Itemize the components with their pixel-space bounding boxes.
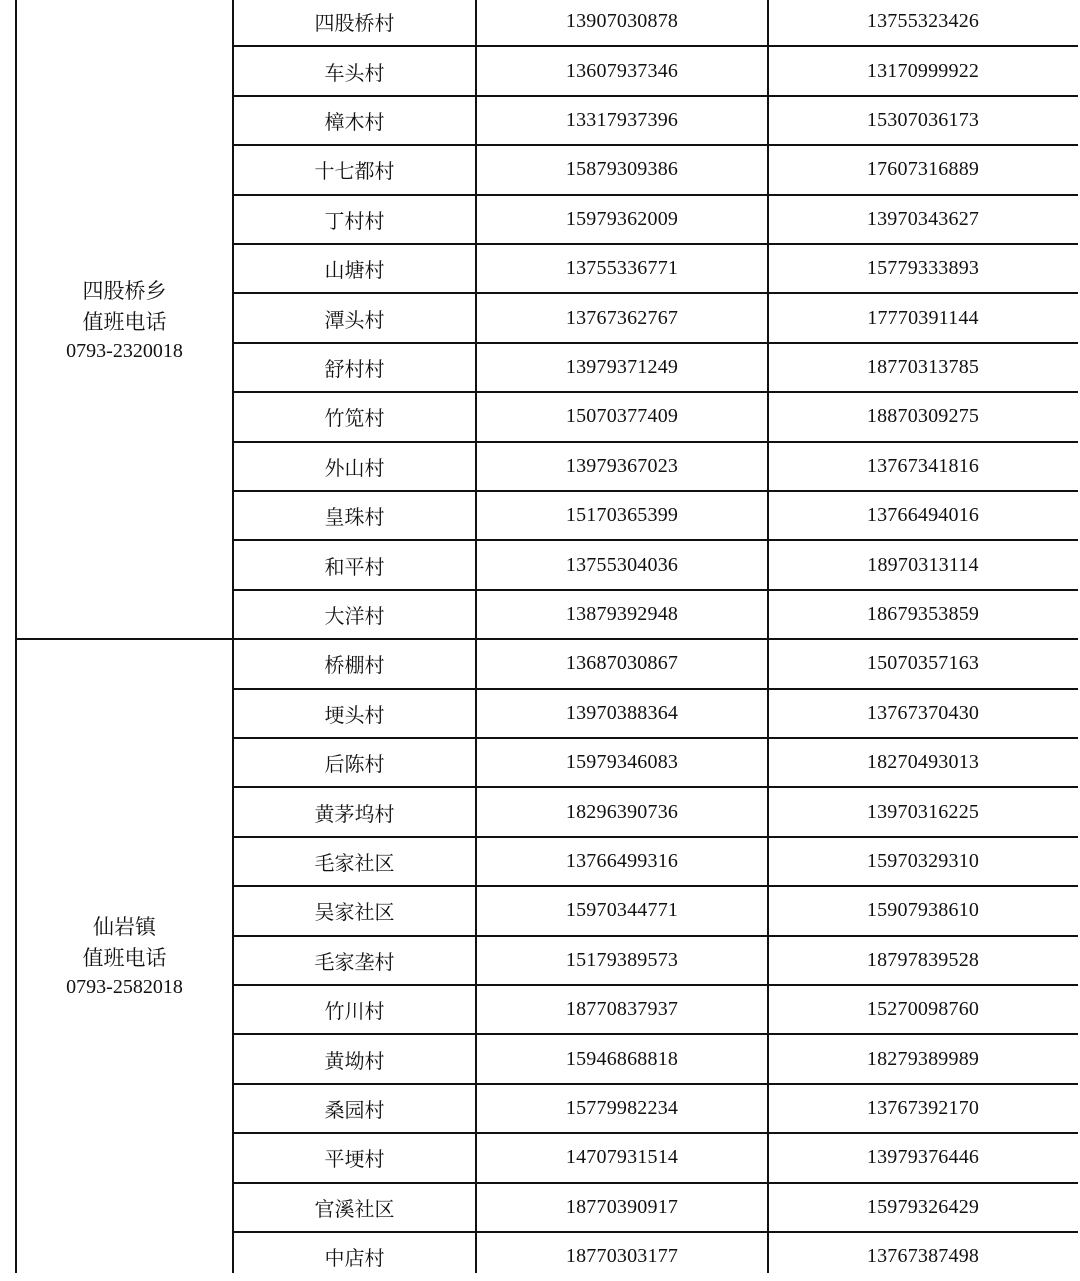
contact-phone-1: 15970344771 xyxy=(565,899,679,922)
table-left-border xyxy=(15,0,17,1273)
township-name: 仙岩镇 xyxy=(93,915,156,940)
contact-phone-2: 15907938610 xyxy=(866,899,980,922)
village-name: 桥棚村 xyxy=(324,653,385,678)
village-name: 中店村 xyxy=(324,1246,385,1271)
township-duty-phone: 0793-2320018 xyxy=(66,339,183,362)
village-name: 皇珠村 xyxy=(324,505,385,530)
village-name: 潭头村 xyxy=(324,307,385,332)
village-name: 平埂村 xyxy=(324,1147,385,1172)
village-name: 黄坳村 xyxy=(324,1048,385,1073)
village-name: 黄茅坞村 xyxy=(314,801,395,826)
contact-phone-2: 13970316225 xyxy=(866,800,980,823)
township-duty-phone: 0793-2582018 xyxy=(66,976,183,999)
contact-phone-2: 13767392170 xyxy=(866,1096,980,1119)
village-name: 埂头村 xyxy=(324,702,385,727)
contact-phone-2: 13970343627 xyxy=(866,207,980,230)
village-name: 竹笕村 xyxy=(324,406,385,431)
contact-phone-1: 15979346083 xyxy=(565,751,679,774)
township-name: 四股桥乡 xyxy=(82,278,167,303)
village-name: 山塘村 xyxy=(324,258,385,283)
village-name: 大洋村 xyxy=(324,603,385,628)
column-divider-phone xyxy=(767,0,769,1273)
contact-phone-1: 15070377409 xyxy=(565,405,679,428)
contact-phone-1: 15879309386 xyxy=(565,158,679,181)
contact-phone-2: 18797839528 xyxy=(866,948,980,971)
contact-phone-2: 18679353859 xyxy=(866,602,980,625)
contact-phone-1: 18296390736 xyxy=(565,800,679,823)
contact-phone-2: 18970313114 xyxy=(867,553,979,576)
contact-phone-1: 18770837937 xyxy=(565,998,679,1021)
contact-phone-1: 15179389573 xyxy=(565,948,679,971)
contact-phone-2: 15270098760 xyxy=(866,998,980,1021)
contact-phone-2: 13766494016 xyxy=(866,504,980,527)
contact-phone-1: 15779982234 xyxy=(565,1096,679,1119)
contact-phone-1: 13607937346 xyxy=(565,59,679,82)
contact-phone-2: 13170999922 xyxy=(866,59,980,82)
village-name: 毛家垄村 xyxy=(314,949,395,974)
contact-phone-2: 18770313785 xyxy=(866,355,980,378)
contact-phone-2: 18279389989 xyxy=(866,1047,980,1070)
column-divider-township xyxy=(232,0,234,1273)
contact-phone-2: 13767370430 xyxy=(866,701,980,724)
village-name: 四股桥村 xyxy=(314,11,395,36)
village-name: 外山村 xyxy=(324,455,385,480)
contact-phone-1: 18770390917 xyxy=(565,1195,679,1218)
column-divider-village xyxy=(475,0,477,1273)
contact-phone-2: 17770391144 xyxy=(867,306,979,329)
village-name: 官溪社区 xyxy=(314,1196,395,1221)
contact-phone-2: 18270493013 xyxy=(866,751,980,774)
contact-phone-2: 15970329310 xyxy=(866,849,980,872)
contact-phone-2: 17607316889 xyxy=(866,158,980,181)
contact-phone-2: 13767341816 xyxy=(866,454,980,477)
contact-phone-2: 18870309275 xyxy=(866,405,980,428)
contact-phone-1: 15979362009 xyxy=(565,207,679,230)
contact-phone-1: 13979371249 xyxy=(565,355,679,378)
contact-phone-1: 13755304036 xyxy=(565,553,679,576)
village-name: 十七都村 xyxy=(314,159,395,184)
contact-phone-1: 18770303177 xyxy=(565,1245,679,1268)
village-name: 桑园村 xyxy=(324,1097,385,1122)
contact-phone-1: 13687030867 xyxy=(565,652,679,675)
contact-phone-2: 15307036173 xyxy=(866,108,980,131)
township-cell xyxy=(16,0,233,639)
village-name: 竹川村 xyxy=(324,999,385,1024)
contact-phone-1: 13879392948 xyxy=(565,602,679,625)
village-name: 和平村 xyxy=(324,554,385,579)
village-name: 毛家社区 xyxy=(314,850,395,875)
contact-phone-1: 13317937396 xyxy=(565,108,679,131)
village-name: 丁村村 xyxy=(324,208,385,233)
village-name: 后陈村 xyxy=(324,752,385,777)
contact-phone-1: 15170365399 xyxy=(565,504,679,527)
contact-phone-1: 13907030878 xyxy=(565,10,679,33)
contact-phone-1: 14707931514 xyxy=(565,1146,679,1169)
contact-phone-1: 13970388364 xyxy=(565,701,679,724)
contact-phone-1: 13979367023 xyxy=(565,454,679,477)
village-name: 吴家社区 xyxy=(314,900,395,925)
contact-phone-1: 13766499316 xyxy=(565,849,679,872)
contact-phone-2: 13979376446 xyxy=(866,1146,980,1169)
village-name: 车头村 xyxy=(324,60,385,85)
contact-phone-2: 15779333893 xyxy=(866,257,980,280)
contact-phone-1: 15946868818 xyxy=(565,1047,679,1070)
village-name: 樟木村 xyxy=(324,109,385,134)
contact-phone-2: 13767387498 xyxy=(866,1245,980,1268)
contact-phone-2: 15979326429 xyxy=(866,1195,980,1218)
duty-phone-label: 值班电话 xyxy=(82,309,167,334)
township-cell xyxy=(16,639,233,1273)
contact-phone-1: 13755336771 xyxy=(565,257,679,280)
contact-phone-2: 13755323426 xyxy=(866,10,980,33)
village-name: 舒村村 xyxy=(324,356,385,381)
contact-phone-2: 15070357163 xyxy=(866,652,980,675)
duty-phone-label: 值班电话 xyxy=(82,946,167,971)
contact-phone-1: 13767362767 xyxy=(565,306,679,329)
